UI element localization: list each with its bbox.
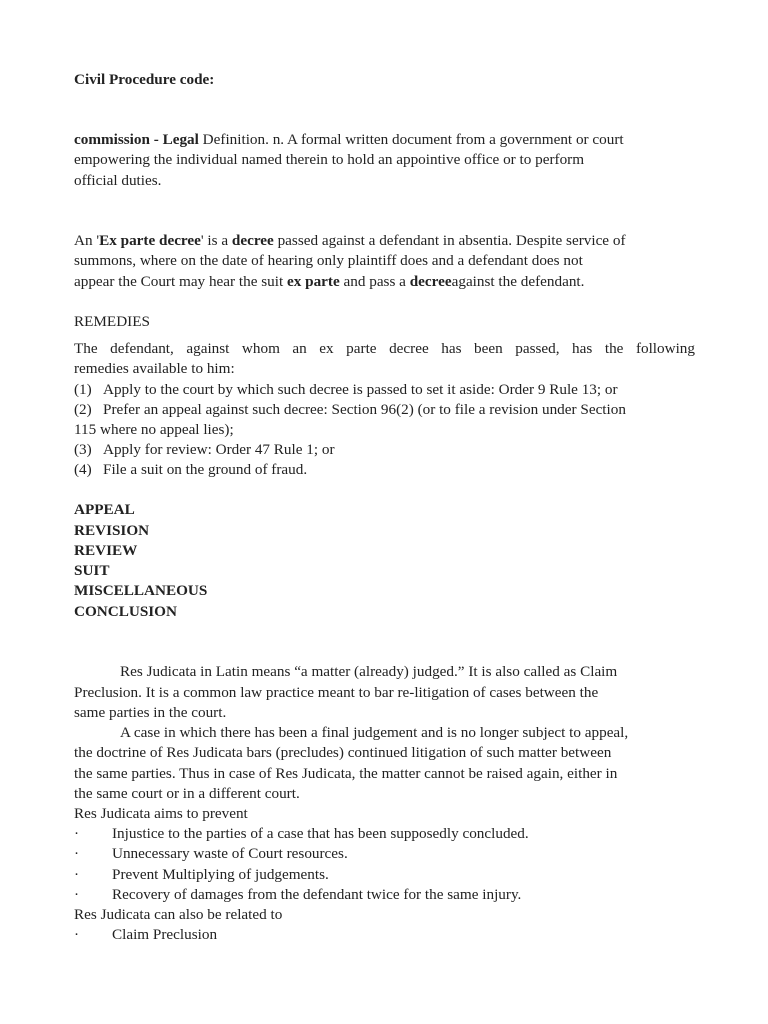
exparte-line-3: appear the Court may hear the suit ex parte and pass a decreeagainst the defendant.: [74, 273, 585, 290]
remedy-item-3: (3) Apply for review: Order 47 Rule 1; or: [74, 441, 335, 458]
bullet-icon: ·: [74, 926, 80, 943]
commission-definition-line-2: empowering the individual named therein to hold an appointive office or to perform: [74, 151, 585, 168]
remedy-item-1: (1) Apply to the court by which such decree is passed to set it aside: Order 9 Rule 13; or: [74, 381, 618, 398]
exparte-line-2: summons, where on the date of hearing only plaintiff does and a defendant does not: [74, 252, 583, 269]
remedies-intro-line-1: The defendant, against whom an ex parte decree has been passed, has the following: [74, 340, 695, 357]
res-judicata-p1-line-3: same parties in the court.: [74, 704, 227, 721]
res-judicata-p2-line-4: the same court or in a different court.: [74, 785, 300, 802]
bullet-icon: ·: [74, 886, 80, 903]
section-heading-conclusion: CONCLUSION: [74, 603, 177, 620]
remedies-intro-line-2: remedies available to him:: [74, 360, 235, 377]
aim-item-3: Prevent Multiplying of judgements.: [112, 866, 329, 883]
res-judicata-p1-line-2: Preclusion. It is a common law practice meant to bar re-litigation of cases between the: [74, 684, 599, 701]
res-judicata-p2-line-3: the same parties. Thus in case of Res Judicata, the matter cannot be raised again, either in: [74, 765, 618, 782]
commission-term: commission - Legal: [74, 131, 199, 148]
res-judicata-p2-line-1: A case in which there has been a final judgement and is no longer subject to appeal,: [120, 724, 629, 741]
section-heading-review: REVIEW: [74, 542, 138, 559]
aim-item-2: Unnecessary waste of Court resources.: [112, 845, 348, 862]
document-title: Civil Procedure code:: [74, 71, 215, 88]
remedies-heading: REMEDIES: [74, 313, 150, 330]
remedy-item-2: (2) Prefer an appeal against such decree: Section 96(2) (or to file a revision under Section: [74, 401, 626, 418]
remedy-item-4: (4) File a suit on the ground of fraud.: [74, 461, 308, 478]
related-item-1: Claim Preclusion: [112, 926, 218, 943]
exparte-line-1: An 'Ex parte decree' is a decree passed against a defendant in absentia. Despite service of: [74, 232, 626, 249]
res-judicata-p1-line-1: Res Judicata in Latin means “a matter (already) judged.” It is also called as Claim: [120, 663, 618, 680]
bullet-icon: ·: [74, 845, 80, 862]
bullet-icon: ·: [74, 825, 80, 842]
bullet-icon: ·: [74, 866, 80, 883]
aim-item-1: Injustice to the parties of a case that has been supposedly concluded.: [112, 825, 529, 842]
commission-definition-line-1: commission - Legal Definition. n. A formal written document from a government or court: [74, 131, 624, 148]
aim-item-4: Recovery of damages from the defendant twice for the same injury.: [112, 886, 522, 903]
remedy-item-2-continued: 115 where no appeal lies);: [74, 421, 234, 438]
commission-definition-line-3: official duties.: [74, 172, 162, 189]
section-heading-revision: REVISION: [74, 522, 150, 539]
section-heading-suit: SUIT: [74, 562, 110, 579]
section-heading-miscellaneous: MISCELLANEOUS: [74, 582, 208, 599]
res-judicata-p2-line-2: the doctrine of Res Judicata bars (precludes) continued litigation of such matter between: [74, 744, 612, 761]
aims-heading: Res Judicata aims to prevent: [74, 805, 248, 822]
section-heading-appeal: APPEAL: [74, 501, 135, 518]
related-heading: Res Judicata can also be related to: [74, 906, 283, 923]
